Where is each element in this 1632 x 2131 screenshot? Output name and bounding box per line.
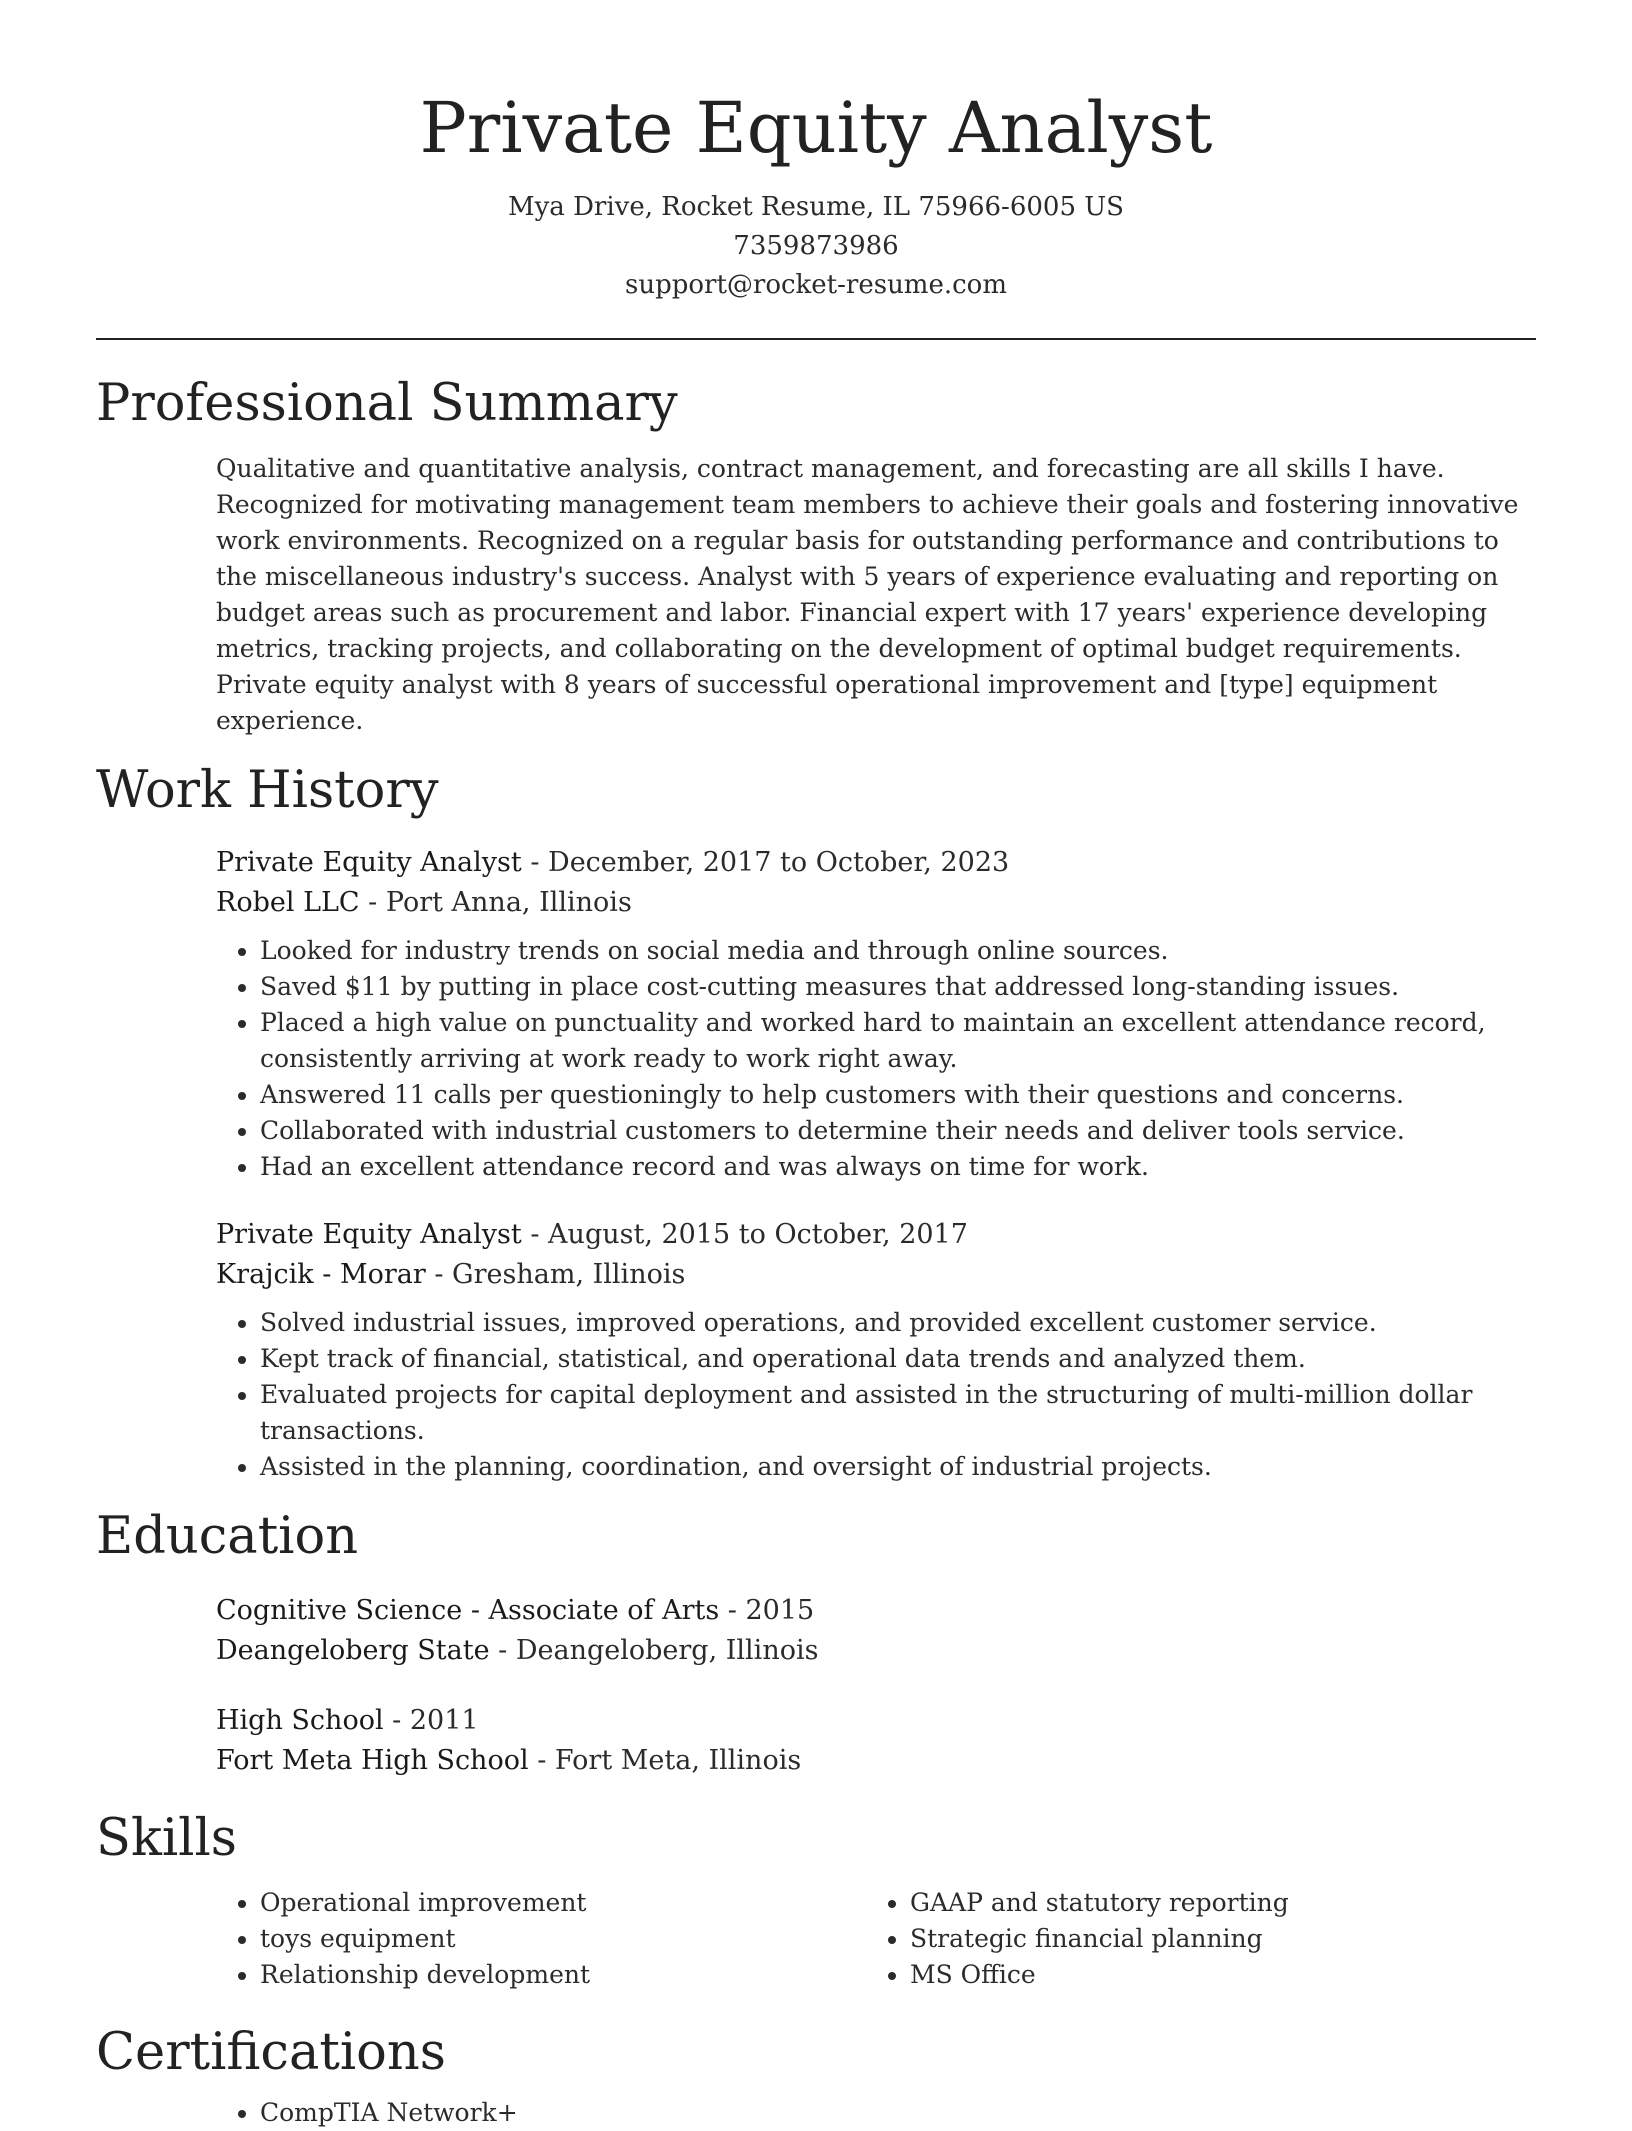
education-section	[0, 1505, 1632, 1781]
skills-list-left	[216, 1885, 866, 1993]
job-location: - Port Anna, Illinois	[359, 887, 632, 918]
section-title-summary: Professional Summary	[96, 374, 678, 433]
job-bullet: • Collaborated with industrial customers to determine their needs and deliver tools service.	[260, 1113, 1536, 1149]
work-history-section	[0, 759, 1632, 1485]
job-bullet: • Solved industrial issues, improved operations, and provided excellent customer service.	[260, 1305, 1536, 1341]
skills-list-right	[866, 1885, 1516, 1993]
certifications-section	[0, 2021, 1632, 2131]
job-position: Private Equity Analyst	[216, 1219, 522, 1250]
job-bullet: • Answered 11 calls per questioningly to help customers with their questions and concerns.	[260, 1077, 1536, 1113]
job-bullets	[216, 933, 1536, 1185]
education-degree-line	[216, 1591, 1536, 1631]
skill-item: • Relationship development	[260, 1957, 866, 1993]
job-dates: - December, 2017 to October, 2023	[521, 847, 1010, 878]
job-company-line	[216, 883, 1536, 923]
job-bullet: • Saved $11 by putting in place cost-cutting measures that addressed long-standing issues.	[260, 969, 1536, 1005]
skill-item: • toys equipment	[260, 1921, 866, 1957]
education-degree: High School	[216, 1705, 384, 1736]
job-bullet: • Placed a high value on punctuality and worked hard to maintain an excellent attendance record, consistently arriving at work ready to work right away.	[260, 1005, 1536, 1077]
education-school-line	[216, 1741, 1536, 1781]
summary-text: Qualitative and quantitative analysis, contract management, and forecasting are all skills I have. Recognized for motivating management team members to achieve their goals and fostering innovative work environments. Recognized on a regular basis for outstanding performance and contributions to the miscellaneous industry's success. Analyst with 5 years of experience evaluating and reporting on budget areas such as procurement and labor. Financial expert with 17 years' experience developing metrics, tracking projects, and collaborating on the development of optimal budget requirements. Private equity analyst with 8 years of successful operational improvement and [type] equipment experience.	[216, 454, 1519, 735]
section-title-skills: Skills	[96, 1809, 237, 1868]
education-entry	[216, 1591, 1536, 1671]
section-title-certifications: Certifications	[96, 2023, 446, 2082]
education-degree: Cognitive Science - Associate of Arts	[216, 1595, 720, 1626]
education-school: Deangeloberg State	[216, 1635, 490, 1666]
skills-grid	[216, 1885, 1536, 1993]
skills-section	[0, 1807, 1632, 1993]
certification-item: • CompTIA Network+	[260, 2095, 1536, 2131]
education-school: Fort Meta High School	[216, 1745, 529, 1776]
education-location: - Deangeloberg, Illinois	[489, 1635, 819, 1666]
address: Mya Drive, Rocket Resume, IL 75966-6005 US	[508, 192, 1124, 222]
candidate-name: Private Equity Analyst	[419, 87, 1213, 169]
education-entry	[216, 1701, 1536, 1781]
job-bullet: • Assisted in the planning, coordination, and oversight of industrial projects.	[260, 1449, 1536, 1485]
job-location: - Gresham, Illinois	[425, 1259, 686, 1290]
education-degree-line	[216, 1701, 1536, 1741]
skill-item: • Operational improvement	[260, 1885, 866, 1921]
job-company: Robel LLC	[216, 887, 360, 918]
job-bullets	[216, 1305, 1536, 1485]
education-year: - 2015	[719, 1595, 815, 1626]
job-bullet: • Kept track of financial, statistical, and operational data trends and analyzed them.	[260, 1341, 1536, 1377]
job-company: Krajcik - Morar	[216, 1259, 426, 1290]
job-entry	[216, 1215, 1536, 1485]
email-address: support@rocket-resume.com	[624, 270, 1007, 300]
job-company-line	[216, 1255, 1536, 1295]
section-title-education: Education	[96, 1507, 359, 1566]
job-title-line	[216, 843, 1536, 883]
job-bullet: • Looked for industry trends on social media and through online sources.	[260, 933, 1536, 969]
education-year: - 2011	[383, 1705, 479, 1736]
phone-number: 7359873986	[733, 231, 899, 261]
section-title-work: Work History	[96, 761, 439, 820]
contact-info	[0, 188, 1632, 305]
job-entry	[216, 843, 1536, 1185]
job-bullet: • Had an excellent attendance record and was always on time for work.	[260, 1149, 1536, 1185]
skill-item: • Strategic financial planning	[910, 1921, 1516, 1957]
certifications-list	[216, 2095, 1536, 2131]
resume-header	[0, 0, 1632, 305]
education-school-line	[216, 1631, 1536, 1671]
job-position: Private Equity Analyst	[216, 847, 522, 878]
job-title-line	[216, 1215, 1536, 1255]
skill-item: • GAAP and statutory reporting	[910, 1885, 1516, 1921]
professional-summary-section	[0, 372, 1632, 739]
job-dates: - August, 2015 to October, 2017	[521, 1219, 968, 1250]
header-divider	[96, 338, 1536, 340]
skill-item: • MS Office	[910, 1957, 1516, 1993]
education-location: - Fort Meta, Illinois	[528, 1745, 802, 1776]
job-bullet: • Evaluated projects for capital deployment and assisted in the structuring of multi-million dollar transactions.	[260, 1377, 1536, 1449]
